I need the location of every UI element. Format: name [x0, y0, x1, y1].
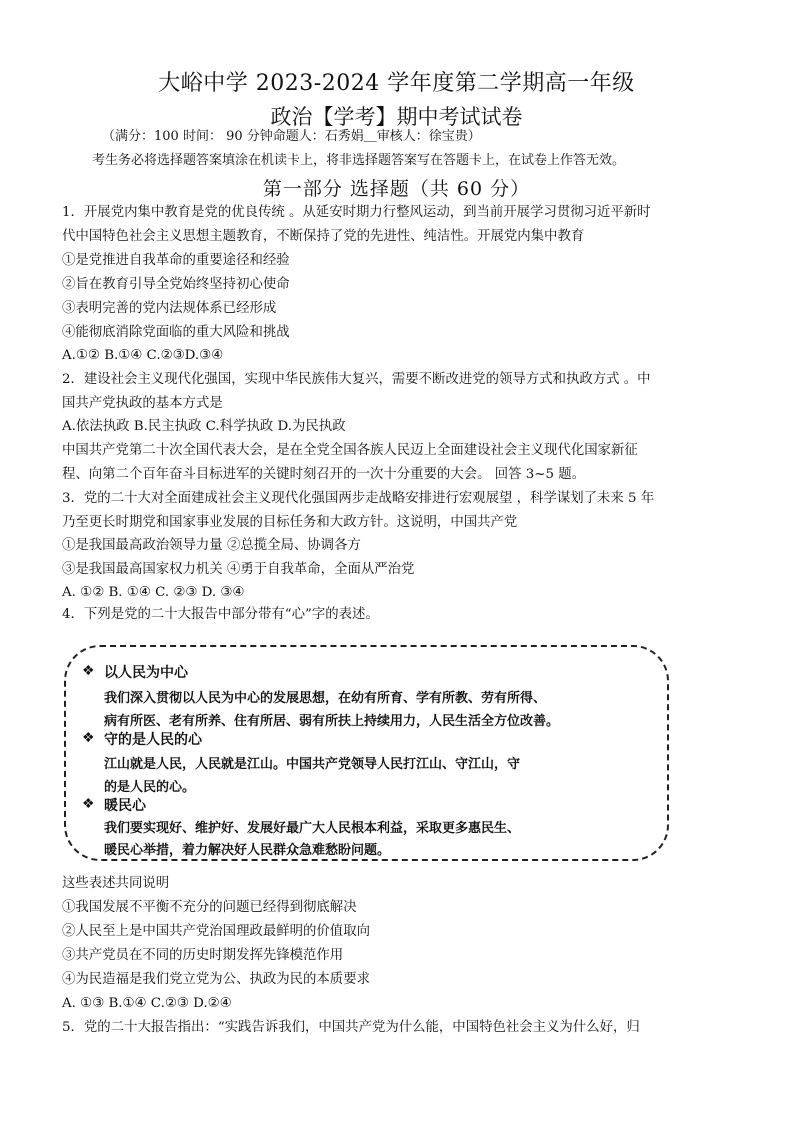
- quote-text: 暖民心举措，着力解决好人民群众急难愁盼问题。: [104, 843, 391, 858]
- question-3-stem-cont: 乃至更长时期党和国家事业发展的目标任务和大政方针。这说明，中国共产党: [62, 515, 518, 530]
- quote-text: 我们要实现好、维护好、发展好最广大人民根本利益，采取更多惠民生、: [104, 821, 521, 836]
- question-4-option: ③共产党员在不同的历史时期发挥先锋模范作用: [62, 948, 344, 963]
- question-4-stem: 4．下列是党的二十大报告中部分带有“心”字的表述。: [62, 607, 379, 622]
- question-2-choices: A.依法执政 B.民主执政 C.科学执政 D.为民执政: [62, 419, 346, 434]
- question-4-option: ④为民造福是我们党立党为公、执政为民的本质要求: [62, 972, 370, 987]
- question-2-stem-cont: 国共产党执政的基本方式是: [62, 396, 223, 411]
- question-4-choices: A. ①③ B.①④ C.②③ D.②④: [62, 996, 232, 1011]
- question-1-option: ①是党推进自我革命的重要途径和经验: [62, 253, 290, 268]
- exam-subtitle: 政治【学考】期中考试试卷: [270, 105, 523, 129]
- quote-box: [64, 645, 669, 861]
- quote-heading: 暖民心: [104, 798, 146, 814]
- question-1-stem-cont: 代中国特色社会主义思想主题教育，不断保持了党的先进性、纯洁性。开展党内集中教育: [62, 229, 585, 244]
- quote-heading: 以人民为中心: [104, 665, 188, 681]
- question-1-option: ②旨在教育引导全党始终坚持初心使命: [62, 277, 290, 292]
- question-2-stem: 2．建设社会主义现代化强国，实现中华民族伟大复兴，需要不断改进党的领导方式和执政方式 。中: [62, 372, 651, 387]
- question-1-stem: 1．开展党内集中教育是党的优良传统 。从延安时期力行整风运动，到当前开展学习贯彻习近平新时: [62, 205, 651, 220]
- diamond-bullet-icon: ❖: [82, 730, 95, 746]
- question-4-prompt: 这些表述共同说明: [62, 876, 170, 891]
- quote-heading: 守的是人民的心: [104, 732, 202, 748]
- exam-title: 大峪中学 2023-2024 学年度第二学期高一年级: [158, 71, 635, 96]
- question-1-option: ③表明完善的党内法规体系已经形成: [62, 301, 277, 316]
- quote-text: 病有所医、老有所养、住有所居、弱有所扶上持续用力，人民生活全方位改善。: [104, 714, 560, 729]
- question-1-option: ④能彻底消除党面临的重大风险和挑战: [62, 325, 290, 340]
- diamond-bullet-icon: ❖: [82, 796, 95, 812]
- quote-text: 的是人民的心。: [104, 780, 196, 795]
- question-1-choices: A.①② B.①④ C.②③D.③④: [62, 348, 224, 363]
- section-heading: 第一部分 选择题（共 60 分）: [262, 178, 531, 200]
- question-5-stem: 5．党的二十大报告指出：“实践告诉我们，中国共产党为什么能，中国特色社会主义为什么好，归: [62, 1020, 640, 1035]
- question-3-option: ①是我国最高政治领导力量 ②总揽全局、协调各方: [62, 538, 361, 553]
- question-4-option: ①我国发展不平衡不充分的问题已经得到彻底解决: [62, 900, 357, 915]
- quote-text: 我们深入贯彻以人民为中心的发展思想，在幼有所育、学有所教、劳有所得、: [104, 691, 547, 706]
- diamond-bullet-icon: ❖: [82, 663, 95, 679]
- question-3-option: ③是我国最高国家权力机关 ④勇于自我革命，全面从严治党: [62, 562, 415, 577]
- exam-notice: 考生务必将选择题答案填涂在机读卡上，将非选择题答案写在答题卡上，在试卷上作答无效。: [92, 153, 626, 168]
- exam-meta: （满分：100 时间： 90 分钟命题人：石秀娟＿审核人：徐宝贵）: [102, 129, 481, 144]
- question-4-option: ②人民至上是中国共产党治国理政最鲜明的价值取向: [62, 924, 370, 939]
- question-3-choices: A. ①② B. ①④ C. ②③ D. ③④: [62, 585, 245, 600]
- material-intro: 中国共产党第二十次全国代表大会，是在全党全国各族人民迈上全面建设社会主义现代化国家新征: [62, 443, 638, 458]
- quote-text: 江山就是人民，人民就是江山。中国共产党领导人民打江山、守江山，守: [104, 757, 521, 772]
- question-3-stem: 3．党的二十大对全面建成社会主义现代化强国两步走战略安排进行宏观展望 ，科学谋划了未来 5 年: [62, 491, 655, 506]
- material-intro-cont: 程、向第二个百年奋斗目标进军的关键时刻召开的一次十分重要的大会。 回答 3~5 题。: [62, 467, 586, 482]
